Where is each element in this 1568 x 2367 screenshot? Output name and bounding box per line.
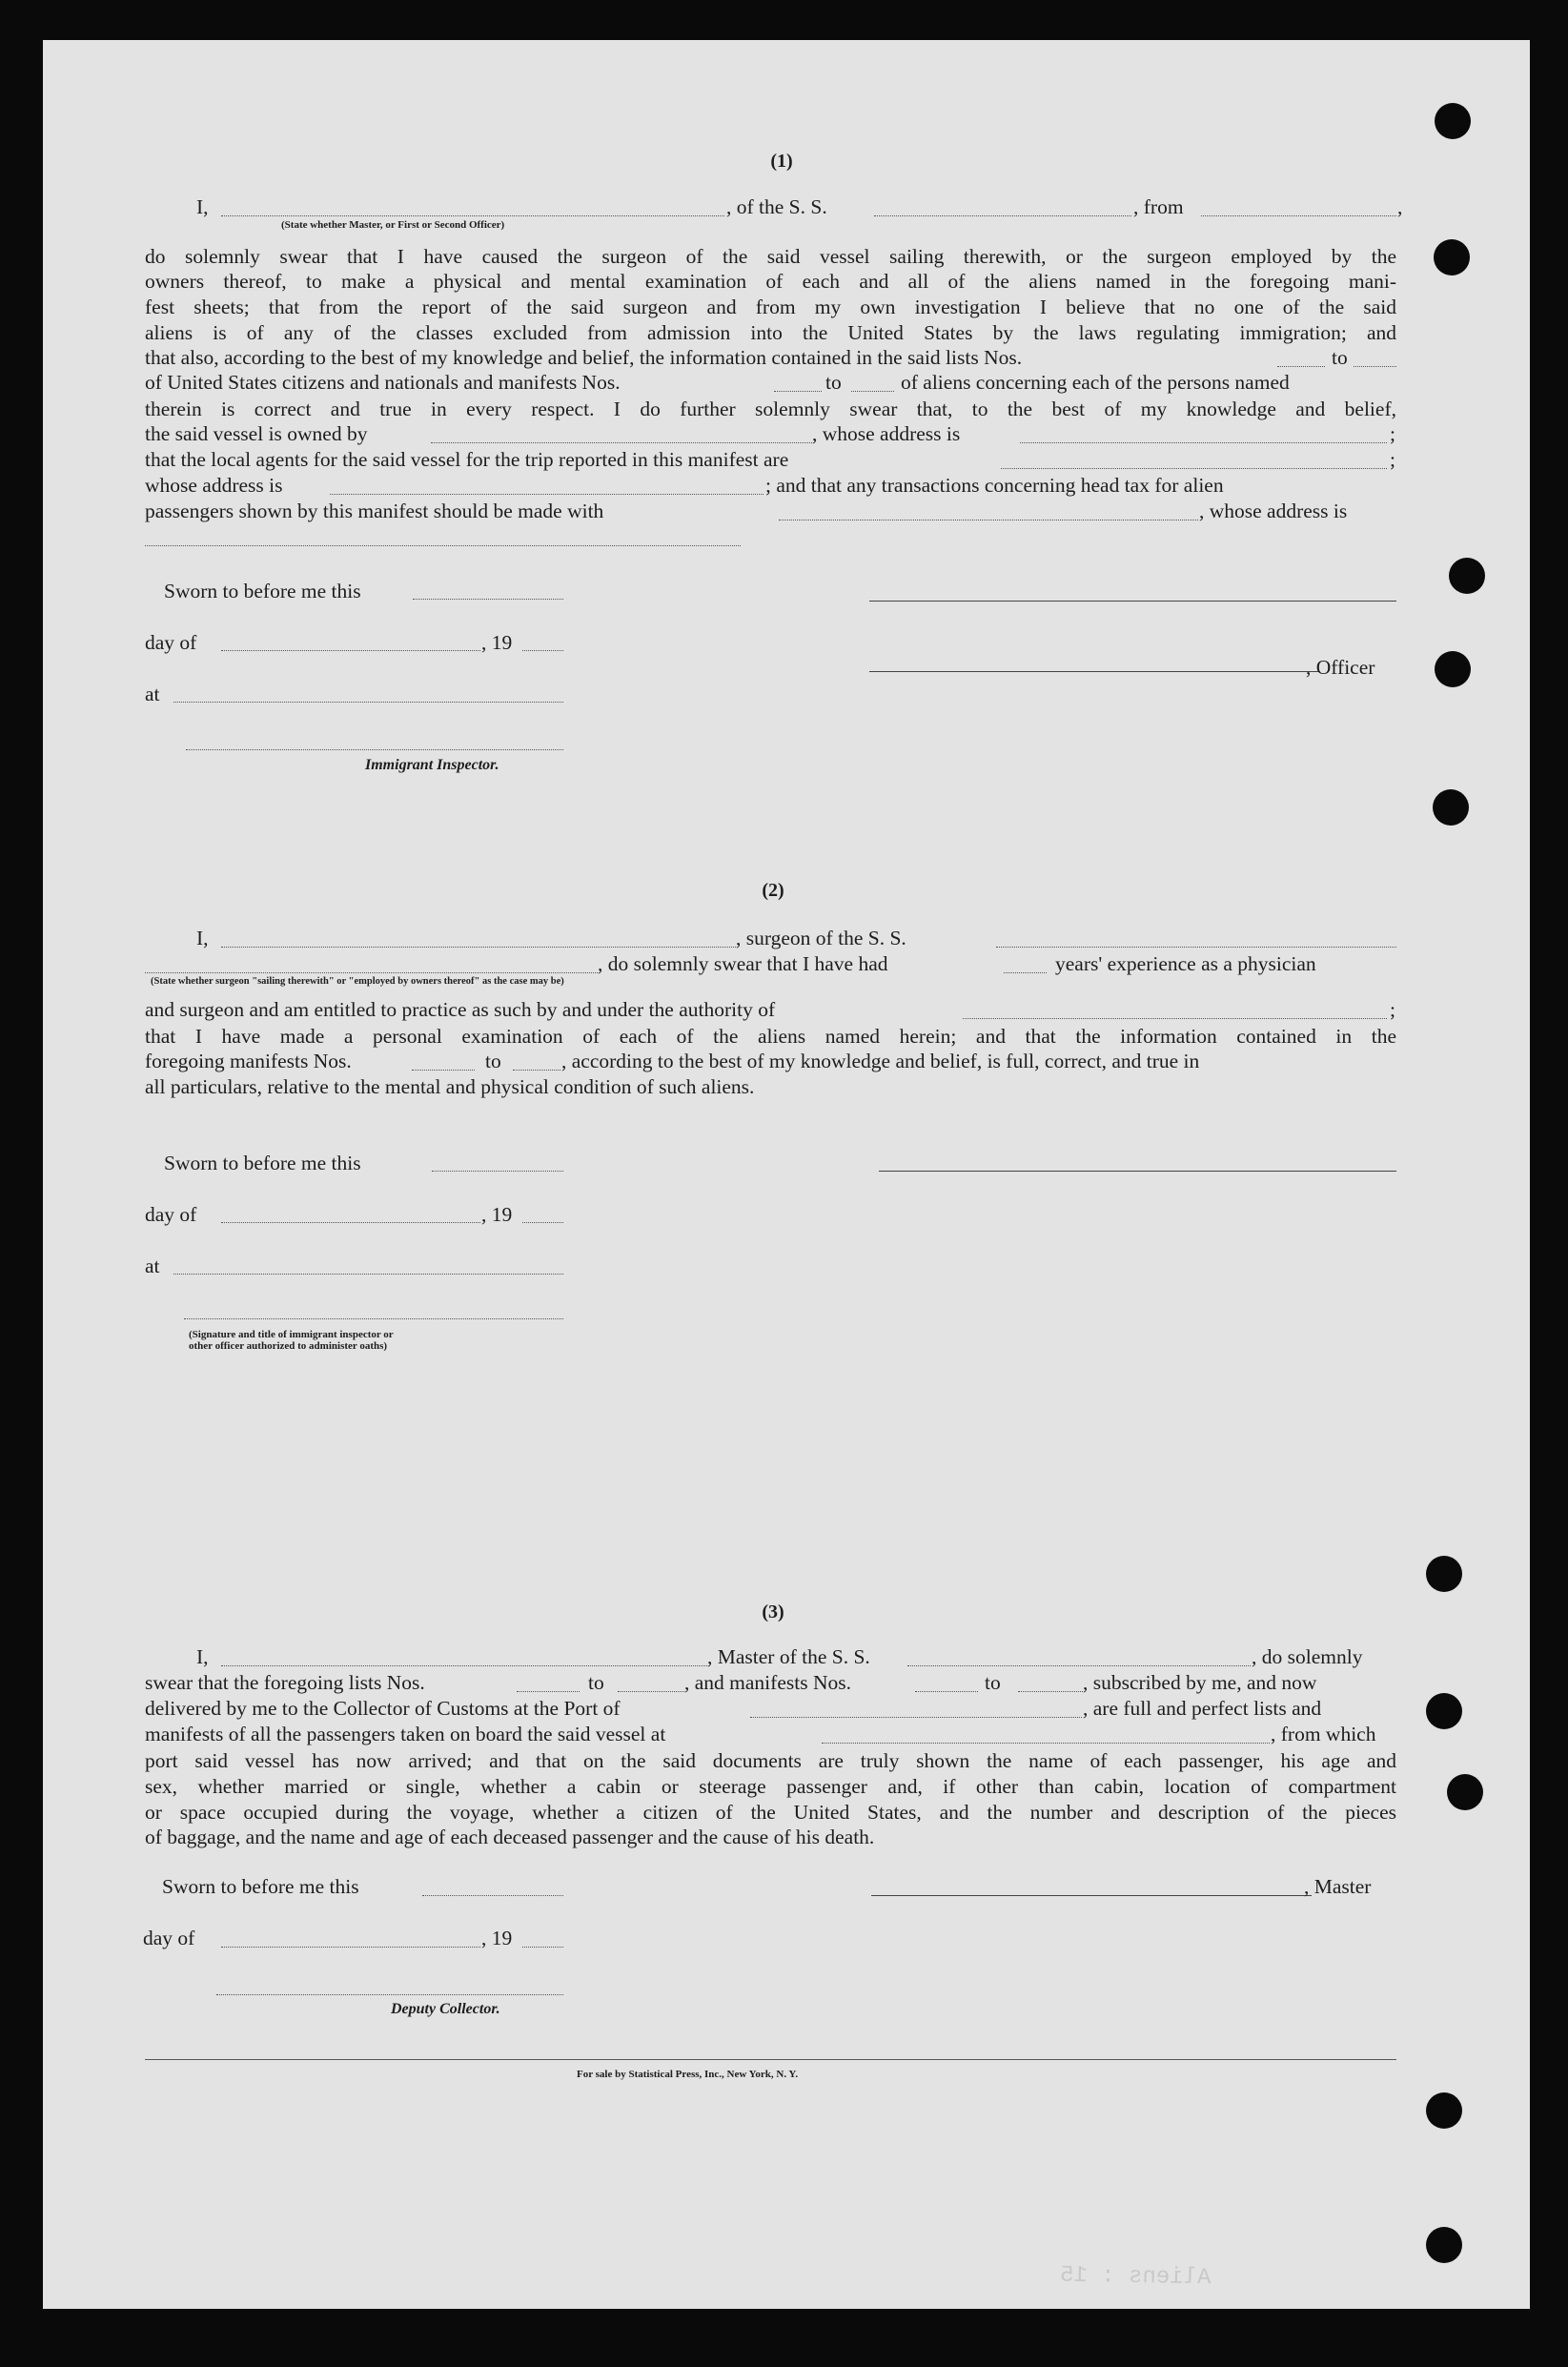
sworn-day-blank: [432, 1171, 563, 1172]
at-label: at: [145, 1255, 160, 1277]
surgeon-of-label: , surgeon of the S. S.: [736, 927, 906, 949]
section-number: (1): [770, 151, 793, 172]
manifests-to-blank: [513, 1070, 560, 1071]
authority-blank: [963, 1018, 1387, 1019]
oath-i: I,: [196, 1645, 209, 1668]
oath-text-line: that also, according to the best of my knowledge and belief, the information contained in the said lists Nos.: [145, 346, 1023, 369]
signature-caption: (Signature and title of immigrant inspector or: [189, 1329, 394, 1340]
sworn-label: Sworn to before me this: [164, 580, 361, 602]
inspector-signature-line: [184, 1318, 563, 1319]
blank-caption: (State whether Master, or First or Second Officer): [281, 219, 505, 231]
sworn-day-blank: [422, 1895, 563, 1896]
surgeon-status-blank: [145, 972, 598, 973]
oath-text-line: foregoing manifests Nos.: [145, 1050, 352, 1072]
year-blank: [522, 1222, 563, 1223]
agents-blank: [1001, 468, 1387, 469]
punch-hole: [1426, 2092, 1462, 2129]
day-of-blank: [221, 1222, 480, 1223]
sworn-day-blank: [413, 599, 563, 600]
oath-text-line: the said vessel is owned by: [145, 422, 368, 445]
from-label: , from: [1133, 195, 1184, 218]
master-vessel-blank: [907, 1665, 1251, 1666]
year-label: , 19: [481, 631, 513, 654]
manifests-to-blank: [851, 391, 894, 392]
vessel-name-blank: [874, 215, 1131, 216]
manifests-from-blank: [412, 1070, 475, 1071]
manifests-from-blank: [915, 1691, 978, 1692]
punch-hole: [1426, 1693, 1462, 1729]
from-port-blank: [1201, 215, 1396, 216]
sworn-label: Sworn to before me this: [164, 1152, 361, 1174]
surgeon-signature-line: [879, 1171, 1396, 1172]
oath-i: I,: [196, 195, 209, 218]
vessel-label: , of the S. S.: [726, 195, 827, 218]
oath-text-line: whose address is: [145, 474, 283, 497]
surgeon-name-blank: [221, 947, 736, 948]
oath-i: I,: [196, 927, 209, 949]
punch-hole: [1447, 1774, 1483, 1810]
section-number: (3): [762, 1602, 784, 1622]
signature-caption: other officer authorized to administer oaths): [189, 1340, 388, 1352]
master-label: , Master: [1304, 1875, 1372, 1898]
customs-port-blank: [750, 1717, 1082, 1718]
oath-text-line: passengers shown by this manifest should be made with: [145, 500, 604, 522]
footer-imprint: For sale by Statistical Press, Inc., New York, N. Y.: [577, 2069, 799, 2080]
boarding-port-blank: [822, 1743, 1270, 1744]
punch-hole: [1434, 239, 1470, 275]
at-blank: [173, 702, 563, 703]
year-blank: [522, 650, 563, 651]
oath-text-line: swear that the foregoing lists Nos.: [145, 1671, 425, 1694]
footer-rule: [145, 2059, 1396, 2060]
bleed-through-text: Aliens : 15: [1059, 2262, 1212, 2292]
day-of-blank: [221, 650, 480, 651]
year-label: , 19: [481, 1927, 513, 1949]
day-of-label: day of: [145, 1203, 197, 1226]
oath-text-line: aliens is of any of the classes excluded from admission into the United States by the laws regulating immigration; and: [145, 321, 1396, 344]
sworn-label: Sworn to before me this: [162, 1875, 359, 1898]
day-of-label: day of: [145, 631, 197, 654]
section-number: (2): [762, 880, 784, 901]
owner-blank: [431, 442, 812, 443]
surgeon-vessel-blank: [996, 947, 1396, 948]
officer-title-line: [869, 671, 1320, 672]
lists-to-blank: [618, 1691, 684, 1692]
day-of-label: day of: [143, 1927, 195, 1949]
punch-hole: [1426, 1556, 1462, 1592]
owner-address-blank: [1020, 442, 1387, 443]
master-name-blank: [221, 1665, 707, 1666]
at-blank: [173, 1274, 563, 1275]
year-blank: [522, 1947, 563, 1948]
oath-text-line: or space occupied during the voyage, whether a citizen of the United States, and the number and description of the pieces: [145, 1801, 1396, 1824]
master-signature-line: [871, 1895, 1312, 1896]
deputy-signature-line: [216, 1994, 563, 1995]
year-label: , 19: [481, 1203, 513, 1226]
oath-text-line: all particulars, relative to the mental and physical condition of such aliens.: [145, 1075, 755, 1098]
agents-address-blank: [330, 494, 764, 495]
punch-hole: [1435, 651, 1471, 687]
oath-text-line: and surgeon and am entitled to practice as such by and under the authority of: [145, 998, 776, 1021]
oath-text-line: that the local agents for the said vessel for the trip reported in this manifest are: [145, 448, 789, 471]
blank-caption: (State whether surgeon "sailing therewith" or "employed by owners thereof" as the case may be): [151, 976, 564, 987]
officer-signature-line: [869, 601, 1396, 602]
oath-text-line: of baggage, and the name and age of each deceased passenger and the cause of his death.: [145, 1826, 875, 1848]
oath-text-line: delivered by me to the Collector of Customs at the Port of: [145, 1697, 621, 1720]
punch-hole: [1426, 2227, 1462, 2263]
inspector-signature-line: [186, 749, 563, 750]
oath-text-line: owners thereof, to make a physical and mental examination of each and all of the aliens named in the foregoing mani-: [145, 270, 1396, 293]
oath-text-line: therein is correct and true in every respect. I do further solemnly swear that, to the best of my knowledge and belief,: [145, 398, 1396, 420]
oath-text-line: port said vessel has now arrived; and that on the said documents are truly shown the name of each passenger, his age and: [145, 1749, 1396, 1772]
head-tax-address-blank: [145, 545, 741, 546]
manifests-to-blank: [1018, 1691, 1083, 1692]
manifests-from-blank: [774, 391, 822, 392]
years-blank: [1004, 972, 1047, 973]
officer-label: , Officer: [1306, 656, 1375, 679]
lists-to-blank: [1354, 366, 1396, 367]
inspector-caption: Immigrant Inspector.: [365, 757, 499, 773]
day-of-blank: [221, 1947, 480, 1948]
oath-text-line: manifests of all the passengers taken on board the said vessel at: [145, 1723, 666, 1745]
at-label: at: [145, 683, 160, 705]
oath-text-line: do solemnly swear that I have caused the surgeon of the said vessel sailing therewith, or the surgeon employed by the: [145, 245, 1396, 268]
oath-text-line: of United States citizens and nationals and manifests Nos.: [145, 371, 621, 394]
officer-name-blank: [221, 215, 724, 216]
oath-text-line: fest sheets; that from the report of the said surgeon and from my own investigation I believe that no one of the said: [145, 296, 1396, 318]
oath-text-line: that I have made a personal examination of each of the aliens named herein; and that the information contained in the: [145, 1025, 1396, 1048]
punch-hole: [1435, 103, 1471, 139]
punch-hole: [1449, 558, 1485, 594]
oath-text-line: sex, whether married or single, whether a cabin or steerage passenger and, if other than cabin, location of compartment: [145, 1775, 1396, 1798]
lists-from-blank: [517, 1691, 580, 1692]
lists-from-blank: [1277, 366, 1325, 367]
punch-hole: [1433, 789, 1469, 826]
deputy-caption: Deputy Collector.: [391, 2001, 500, 2017]
